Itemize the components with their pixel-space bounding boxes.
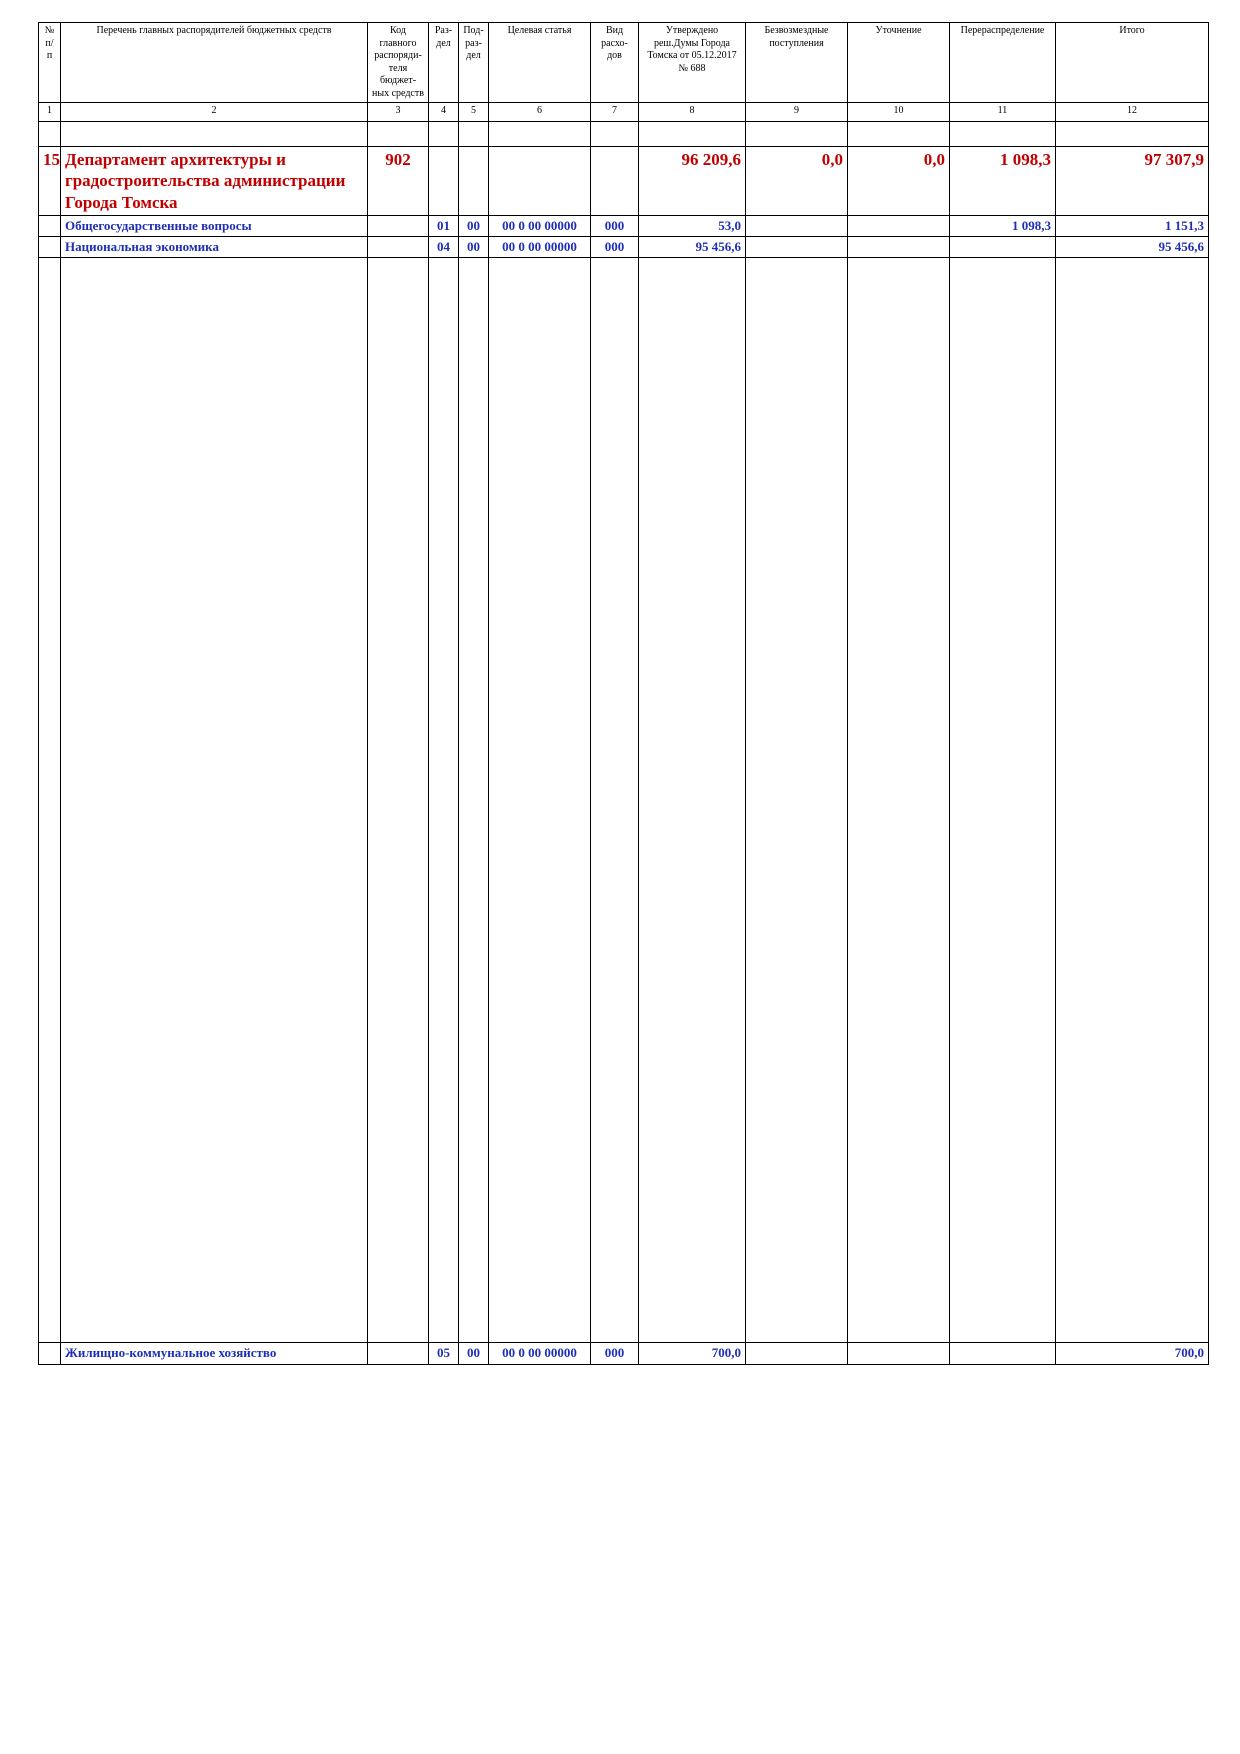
section-podrazdel: 00 — [459, 1343, 489, 1364]
column-number: 10 — [848, 103, 950, 122]
section-razdel: 01 — [429, 215, 459, 236]
section-type: 000 — [591, 1343, 639, 1364]
department-redistribution: 1 098,3 — [950, 147, 1056, 216]
section-total: 700,0 — [1056, 1343, 1209, 1364]
section-total: 1 151,3 — [1056, 215, 1209, 236]
section-razdel: 04 — [429, 237, 459, 258]
table-body-spacer-top — [39, 122, 1209, 147]
header-cell: Раз-дел — [429, 23, 459, 103]
budget-sheet — [38, 22, 1208, 1365]
section-name: Национальная экономика — [61, 237, 368, 258]
column-number: 6 — [489, 103, 591, 122]
section-row-economy — [39, 237, 1209, 258]
department-row — [39, 147, 1209, 216]
header-cell: Целевая статья — [489, 23, 591, 103]
department-total: 97 307,9 — [1056, 147, 1209, 216]
column-number-row — [39, 103, 1209, 122]
column-number: 2 — [61, 103, 368, 122]
department-grants: 0,0 — [746, 147, 848, 216]
department-clarification: 0,0 — [848, 147, 950, 216]
department-name: Департамент архитектуры и градостроительства администрации Города Томска — [61, 147, 368, 216]
header-cell: Под-раз-дел — [459, 23, 489, 103]
table-body-block — [39, 258, 1209, 1343]
section-approved: 53,0 — [639, 215, 746, 236]
budget-table — [38, 22, 1209, 1365]
header-cell: Уточнение — [848, 23, 950, 103]
header-cell: Перечень главных распорядителей бюджетных средств — [61, 23, 368, 103]
column-number: 7 — [591, 103, 639, 122]
header-cell: Безвозмездные поступления — [746, 23, 848, 103]
column-number: 1 — [39, 103, 61, 122]
section-approved: 700,0 — [639, 1343, 746, 1364]
header-cell: Итого — [1056, 23, 1209, 103]
column-number: 9 — [746, 103, 848, 122]
department-code: 902 — [368, 147, 429, 216]
section-approved: 95 456,6 — [639, 237, 746, 258]
section-total: 95 456,6 — [1056, 237, 1209, 258]
header-cell: Код главного распоряди-теля бюджет-ных средств — [368, 23, 429, 103]
department-number: 15 — [39, 147, 61, 216]
column-number: 8 — [639, 103, 746, 122]
department-approved: 96 209,6 — [639, 147, 746, 216]
section-type: 000 — [591, 215, 639, 236]
header-cell: Вид расхо-дов — [591, 23, 639, 103]
header-cell: № п/п — [39, 23, 61, 103]
section-name: Общегосударственные вопросы — [61, 215, 368, 236]
section-row-general — [39, 215, 1209, 236]
section-target: 00 0 00 00000 — [489, 1343, 591, 1364]
section-target: 00 0 00 00000 — [489, 215, 591, 236]
column-number: 11 — [950, 103, 1056, 122]
section-razdel: 05 — [429, 1343, 459, 1364]
header-row — [39, 23, 1209, 103]
section-name: Жилищно-коммунальное хозяйство — [61, 1343, 368, 1364]
column-number: 5 — [459, 103, 489, 122]
section-row-housing — [39, 1343, 1209, 1364]
header-cell: Утверждено реш.Думы Города Томска от 05.12.2017 № 688 — [639, 23, 746, 103]
header-cell: Перераспределение — [950, 23, 1056, 103]
section-podrazdel: 00 — [459, 215, 489, 236]
section-type: 000 — [591, 237, 639, 258]
column-number: 12 — [1056, 103, 1209, 122]
column-number: 3 — [368, 103, 429, 122]
column-number: 4 — [429, 103, 459, 122]
section-target: 00 0 00 00000 — [489, 237, 591, 258]
section-podrazdel: 00 — [459, 237, 489, 258]
section-redistribution: 1 098,3 — [950, 215, 1056, 236]
